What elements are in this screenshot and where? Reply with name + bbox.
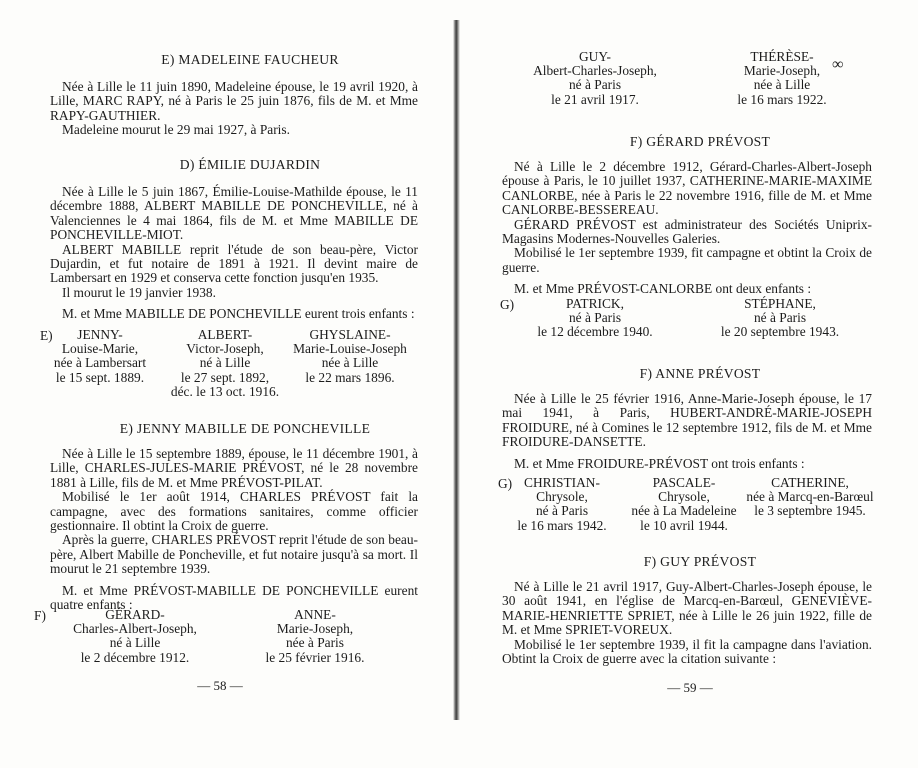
child-jenny (50, 328, 150, 385)
child-line: le 21 avril 1917. (551, 91, 639, 107)
child-line: ALBERT- (197, 327, 253, 342)
madeleine-text (50, 80, 418, 138)
page-number: — 59 — (667, 680, 713, 695)
child-line: le 16 mars 1942. (517, 517, 607, 533)
jenny-text (50, 447, 418, 612)
paragraph: Née à Lille le 25 février 1916, Anne-Marie-Joseph épouse, le 17 mai 1941, à Paris, HUBERT-ANDRÉ-MARIE-JOSEPH FROIDURE, né à Comines le 12 septembre 1912, fils de M. et Mme FROIDURE-DANSETTE. (502, 391, 872, 450)
paragraph: Née à Lille le 11 juin 1890, Madeleine épouse, le 19 avril 1920, à Lille, MARC RAPY, né à Paris le 25 juin 1876, fils de M. et Mme RAPY-GAUTHIER. (50, 79, 418, 123)
child-line: Marie-Louise-Joseph (293, 341, 407, 357)
child-line: CATHERINE, (771, 475, 849, 490)
child-line: STÉPHANE, (744, 296, 816, 311)
child-gerard (60, 608, 210, 665)
child-line: ANNE- (294, 607, 336, 622)
child-patrick (520, 297, 670, 340)
child-pascale (618, 476, 750, 533)
child-line: Louise-Marie, (61, 341, 139, 357)
generation-label: E) (40, 328, 53, 343)
child-line: le 27 sept. 1892, (180, 369, 270, 385)
child-line: né à Paris (535, 503, 589, 519)
child-line: PATRICK, (566, 296, 624, 311)
child-line: le 2 décembre 1912. (80, 649, 190, 665)
child-line: Marie-Joseph, (276, 621, 354, 637)
heading-jenny: E) JENNY MABILLE DE PONCHEVILLE (119, 421, 371, 436)
paragraph: Mobilisé le 1er septembre 1939, il fit la campagne dans l'aviation. Obtint la Croix de guerre avec la citation suivante : (502, 636, 872, 667)
child-line: le 15 sept. 1889. (55, 369, 145, 385)
child-line: Victor-Joseph, (186, 341, 264, 357)
child-line: PASCALE- (652, 475, 716, 490)
paragraph: Après la guerre, CHARLES PRÉVOST reprit l'étude de son beau-père, Albert Mabille de Poncheville, et fut notaire jusqu'à sa mort. Il mourut le 21 septembre 1939. (50, 532, 418, 577)
generation-label: G) (500, 297, 515, 312)
heading-anne: F) ANNE PRÉVOST (639, 366, 761, 381)
child-line: Chrysole, (536, 489, 588, 505)
child-line: déc. le 13 oct. 1916. (170, 383, 280, 399)
child-therese (722, 50, 842, 107)
heading-guy: F) GUY PRÉVOST (643, 554, 757, 569)
paragraph: M. et Mme MABILLE DE PONCHEVILLE eurent trois enfants : (62, 306, 415, 322)
child-line: Albert-Charles-Joseph, (533, 63, 657, 79)
paragraph: M. et Mme FROIDURE-PRÉVOST ont trois enfants : (514, 455, 805, 471)
child-catherine (740, 476, 880, 519)
child-line: Marie-Joseph, (743, 63, 821, 79)
child-line: le 10 avril 1944. (640, 517, 728, 533)
child-line: JENNY- (77, 327, 123, 342)
child-line: THÉRÈSE- (750, 49, 814, 64)
child-line: le 16 mars 1922. (737, 91, 827, 107)
child-line: née à Marcq-en-Barœul (746, 489, 874, 505)
child-line: le 12 décembre 1940. (537, 324, 653, 340)
child-line: GUY- (579, 49, 611, 64)
gerard-text (502, 160, 872, 297)
page-59 (460, 0, 918, 768)
page-58 (0, 0, 458, 768)
paragraph: Né à Lille le 21 avril 1917, Guy-Albert-Charles-Joseph épouse, le 30 août 1941, en l'église de Marcq-en-Barœul, GENEVIÈVE-MARIE-HENRIETTE SPRIET, née à Lille le 26 juin 1922, fille de M. et Mme SPRIET-VOREUX. (502, 579, 872, 638)
paragraph: Mobilisé le 1er août 1914, CHARLES PRÉVOST fait la campagne, avec des formations sanitaires, comme officier gestionnaire. Il obtint la Croix de guerre. (50, 489, 418, 534)
paragraph: Né à Lille le 2 décembre 1912, Gérard-Charles-Albert-Joseph épouse à Paris, le 10 juillet 1937, CATHERINE-MARIE-MAXIME CANLORBE, née à Paris le 22 novembre 1916, fille de M. et Mme CANLORBE-BESSEREAU. (502, 159, 872, 218)
child-anne (250, 608, 380, 665)
guy-text (502, 580, 872, 666)
heading-madeleine: E) MADELEINE FAUCHEUR (161, 52, 339, 67)
child-line: né à Paris (753, 310, 807, 326)
child-line: le 3 septembre 1945. (754, 503, 866, 519)
child-guy (520, 50, 670, 107)
heading-gerard: F) GÉRARD PRÉVOST (629, 134, 771, 149)
child-line: née à Lille (321, 355, 379, 371)
child-line: GHYSLAINE- (309, 327, 391, 342)
child-line: né à Paris (568, 77, 622, 93)
child-line: Charles-Albert-Joseph, (73, 621, 197, 637)
child-line: née à Lille (753, 77, 811, 93)
anne-text (502, 392, 872, 471)
child-line: CHRISTIAN- (524, 475, 600, 490)
paragraph: Madeleine mourut le 29 mai 1927, à Paris. (62, 122, 290, 138)
paragraph: GÉRARD PRÉVOST est administrateur des Sociétés Uniprix-Magasins Modernes-Nouvelles Galeries. (502, 216, 872, 247)
child-line: né à Paris (568, 310, 622, 326)
paragraph: ALBERT MABILLE reprit l'étude de son beau-père, Victor Dujardin, et fut notaire de 1891 à 1921. Il devint maire de Lambersart en 1929 et conserva cette fonction jusqu'en 1935. (50, 241, 418, 286)
child-line: GÉRARD- (105, 607, 165, 622)
paragraph: Il mourut le 19 janvier 1938. (62, 284, 216, 300)
child-stephane (700, 297, 860, 340)
emilie-text (50, 185, 418, 322)
child-line: née à La Madeleine (631, 503, 737, 519)
child-line: le 20 septembre 1943. (720, 324, 840, 340)
child-line: né à Lille (199, 355, 251, 371)
paragraph: M. et Mme PRÉVOST-MABILLE DE PONCHEVILLE eurent quatre enfants : (50, 582, 418, 613)
child-line: le 22 mars 1896. (305, 369, 395, 385)
paragraph: M. et Mme PRÉVOST-CANLORBE ont deux enfants : (514, 281, 812, 297)
paragraph: Née à Lille le 15 septembre 1889, épouse, le 11 décembre 1901, à Lille, CHARLES-JULES-MARIE PRÉVOST, né le 28 novembre 1881 à Lille, fils de M. et Mme PRÉVOST-PILAT. (50, 446, 418, 490)
paragraph: Née à Lille le 5 juin 1867, Émilie-Louise-Mathilde épouse, le 11 décembre 1888, ALBERT MABILLE DE PONCHEVILLE, né à Valenciennes le 4 mai 1864, fils de M. et Mme MABILLE DE PONCHEVILLE-MIOT. (50, 184, 418, 243)
child-line: le 25 février 1916. (265, 649, 365, 665)
child-line: née à Lambersart (53, 355, 147, 371)
generation-label: G) (498, 476, 513, 491)
child-line: née à Paris (285, 635, 344, 651)
child-albert (165, 328, 285, 399)
heading-emilie: D) ÉMILIE DUJARDIN (179, 157, 321, 172)
child-line: Chrysole, (658, 489, 710, 505)
generation-label: F) (34, 608, 46, 623)
pen-mark-icon: ∞ (832, 56, 844, 73)
child-christian (512, 476, 612, 533)
paragraph: Mobilisé le 1er septembre 1939, fit campagne et obtint la Croix de guerre. (502, 245, 872, 275)
child-line: né à Lille (109, 635, 161, 651)
page-number: — 58 — (197, 678, 243, 693)
child-ghyslaine (285, 328, 415, 385)
